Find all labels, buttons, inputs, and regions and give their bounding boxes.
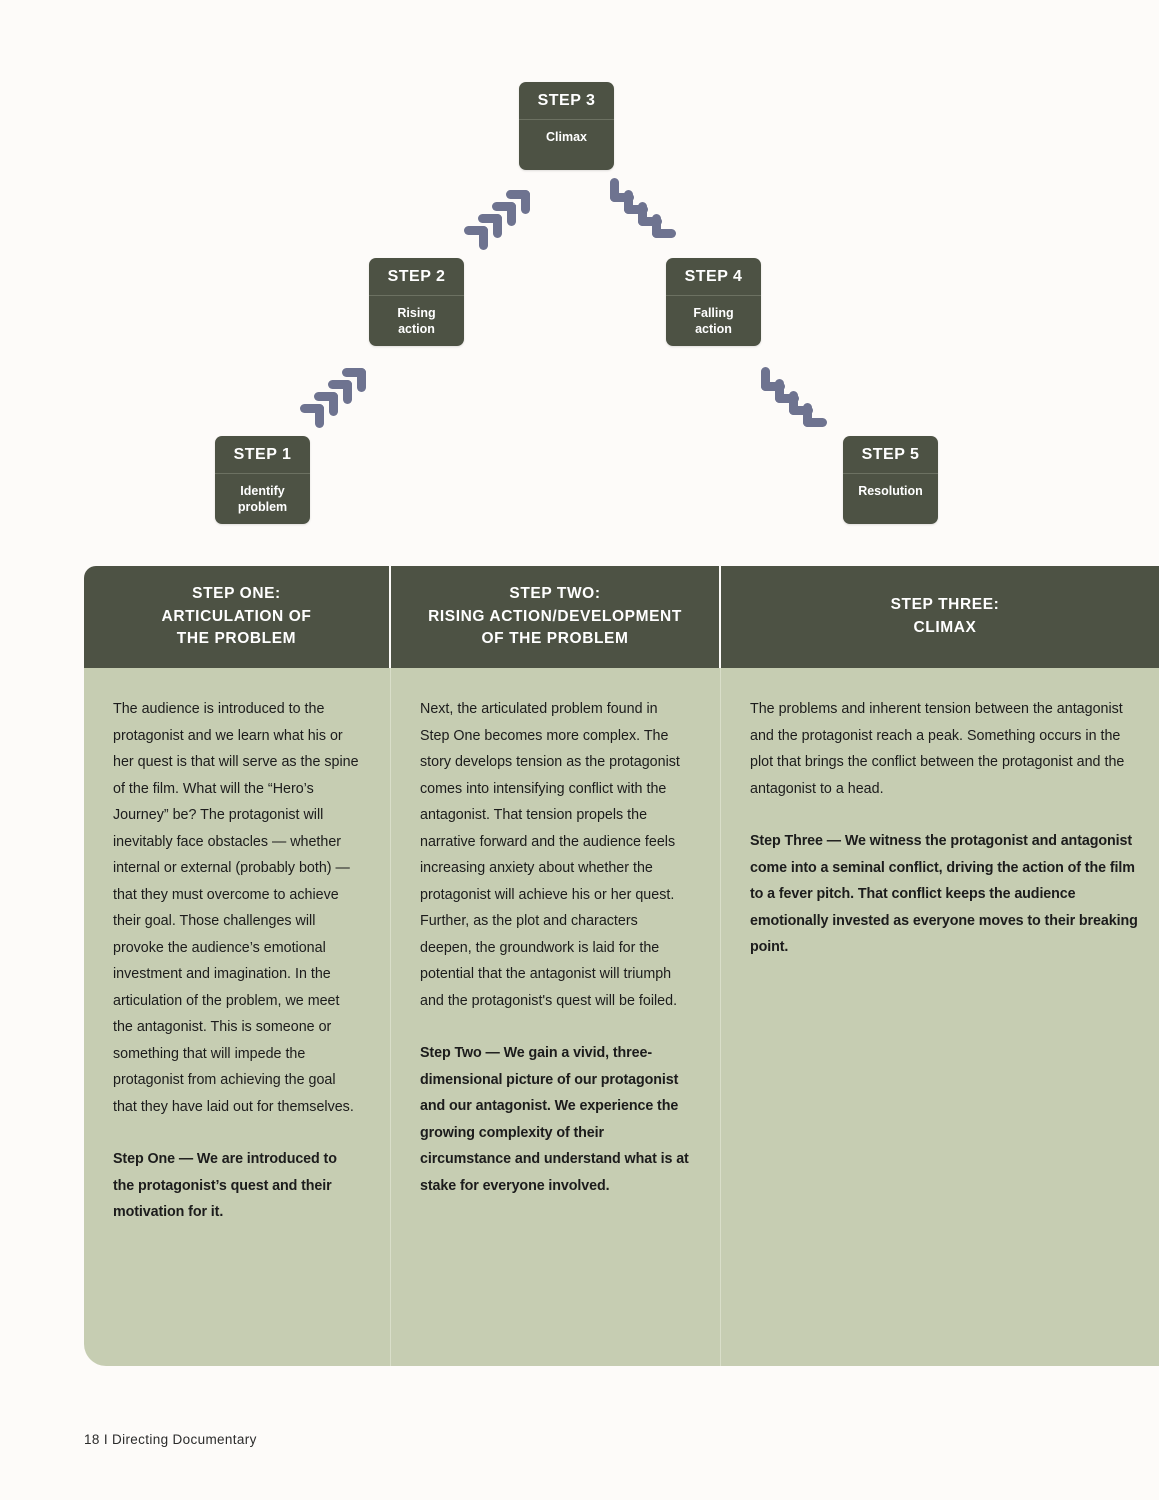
- table-header-row: [84, 566, 1159, 668]
- column-body-step-one: [84, 668, 391, 1366]
- step-box-2-description: Rising action: [397, 305, 436, 337]
- step-box-3-description: Climax: [546, 129, 587, 144]
- step-box-5-number: STEP 5: [843, 436, 938, 474]
- column-three-paragraph: The problems and inherent tension between the antagonist and the protagonist reach a peak. Something occurs in the plot that brings the conflict between the protagonist and the antagonist to a head.: [750, 701, 1125, 797]
- chevron-up-icon: [506, 190, 536, 220]
- column-header-step-one: STEP ONE: ARTICULATION OF THE PROBLEM: [84, 566, 391, 668]
- step-box-4-description: Falling action: [693, 305, 734, 337]
- step-box-2: [369, 258, 464, 346]
- chevron-down-icon: [652, 214, 682, 244]
- column-header-step-two: STEP TWO: RISING ACTION/DEVELOPMENT OF THE PROBLEM: [391, 566, 721, 668]
- column-body-step-three: [721, 668, 1159, 1366]
- step-box-4: [666, 258, 761, 346]
- column-two-summary: Step Two — We gain a vivid, three-dimensional picture of our protagonist and our antagonist. We experience the growing complexity of their circumstance and understand what is at stake for everyone involved.: [420, 1045, 689, 1194]
- chevron-down-icon: [803, 403, 833, 433]
- step-box-3-number: STEP 3: [519, 82, 614, 120]
- step-box-1-description: Identify problem: [237, 483, 288, 515]
- step-box-5-description: Resolution: [858, 483, 923, 498]
- column-one-paragraph: The audience is introduced to the protagonist and we learn what his or her quest is that will serve as the spine of the film. What will the “Hero’s Journey” be? The protagonist will inevitably face obstacles — whether internal or external (probably both) — that they must overcome to achieve their goal. Those challenges will provoke the audience’s emotional investment and imagination. In the articulation of the problem, we meet the antagonist. This is someone or something that will impede the protagonist from achieving the goal that they have laid out for themselves.: [113, 701, 359, 1115]
- table-body-row: [84, 668, 1159, 1366]
- step-box-5: [843, 436, 938, 524]
- three-step-comparison-table: [84, 566, 1159, 1366]
- column-three-summary: Step Three — We witness the protagonist and antagonist come into a seminal conflict, driving the action of the film to a fever pitch. That conflict keeps the audience emotionally invested as everyone moves to their breaking point.: [750, 833, 1138, 956]
- step-box-4-number: STEP 4: [666, 258, 761, 296]
- step-box-3: [519, 82, 614, 170]
- chevron-up-icon: [342, 368, 372, 398]
- column-body-step-two: [391, 668, 721, 1366]
- page-footer: 18 I Directing Documentary: [84, 1432, 257, 1447]
- step-box-1: [215, 436, 310, 524]
- column-two-paragraph: Next, the articulated problem found in Step One becomes more complex. The story develops tension as the protagonist comes into intensifying conflict with the antagonist. That tension propels the narrative forward and the audience feels increasing anxiety about whether the protagonist will achieve his or her quest. Further, as the plot and characters deepen, the groundwork is laid for the potential that the antagonist will triumph and the protagonist's quest will be foiled.: [420, 701, 680, 1009]
- step-box-2-number: STEP 2: [369, 258, 464, 296]
- column-one-summary: Step One — We are introduced to the protagonist’s quest and their motivation for it.: [113, 1151, 337, 1221]
- story-arc-diagram: [0, 0, 1159, 560]
- column-header-step-three: STEP THREE: CLIMAX: [890, 596, 1000, 636]
- step-box-1-number: STEP 1: [215, 436, 310, 474]
